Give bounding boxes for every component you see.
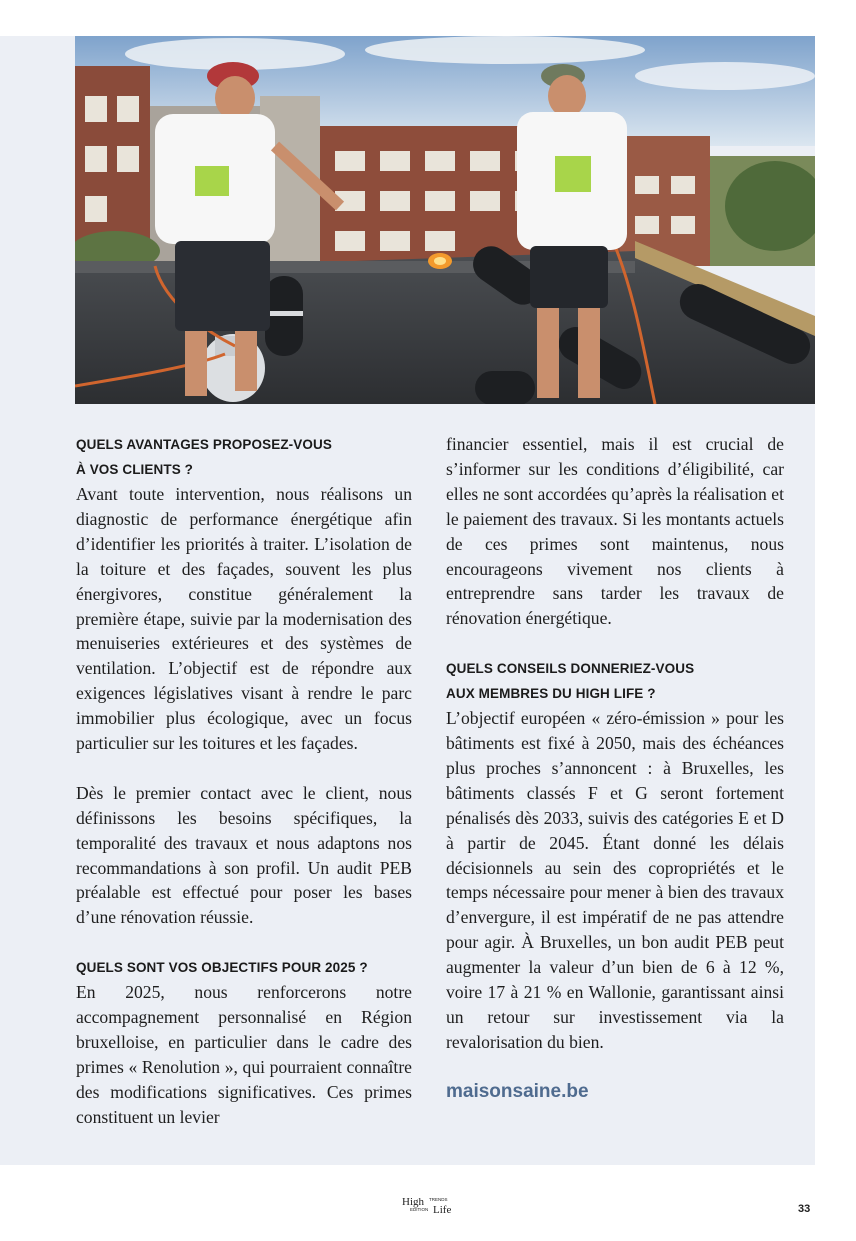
- answer-paragraph: Dès le premier contact avec le client, nous définissons les besoins spécifiques, la temporalité des travaux et nous adaptons nos recommandations à son profil. Un audit PEB préalable est effectué pour poser les bases d’une rénovation réussie.: [76, 782, 412, 928]
- logo-word-life: Life: [433, 1204, 452, 1216]
- answer-paragraph: En 2025, nous renforcerons notre accompagnement personnalisé en Région bruxelloise, en particulier dans le cadre des primes « Renolution », qui pourraient connaître des modifications significatives. Ces primes constituent un levier: [76, 982, 412, 1127]
- logo-small-trends: TRENDS: [429, 1197, 448, 1202]
- question-heading: À VOS CLIENTS ?: [76, 462, 194, 477]
- left-column: [76, 432, 412, 1130]
- question-heading: QUELS AVANTAGES PROPOSEZ-VOUS: [76, 437, 332, 452]
- logo-word-high: High: [402, 1196, 424, 1208]
- page-number: 33: [798, 1203, 811, 1215]
- right-column: [446, 432, 784, 1103]
- high-life-logo: [402, 1195, 462, 1217]
- answer-paragraph: financier essentiel, mais il est crucial de s’informer sur les conditions d’éligibilité, car elles ne sont accordées qu’après la réalisation et le paiement des travaux. Si les montants actuels de ces primes sont maintenus, nous encourageons vivement nos clients à entreprendre sans tarder les travaux de rénovation énergétique.: [446, 434, 784, 629]
- logo-small-edition: EDITION: [410, 1207, 429, 1212]
- question-heading: QUELS SONT VOS OBJECTIFS POUR 2025 ?: [76, 960, 368, 976]
- question-heading: QUELS CONSEILS DONNERIEZ-VOUS: [446, 661, 695, 677]
- website-link[interactable]: maisonsaine.be: [446, 1080, 589, 1102]
- rooftop-photo: [75, 36, 815, 404]
- question-heading: AUX MEMBRES DU HIGH LIFE ?: [446, 686, 656, 702]
- answer-paragraph: Avant toute intervention, nous réalisons un diagnostic de performance énergétique afin d’identifier les priorités à traiter. L’isolation de la toiture et des façades, souvent les plus énergivores, constitue généralement la première étape, suivie par la modernisation des menuiseries extérieures et des systèmes de ventilation. L’objectif est de répondre aux exigences législatives visant à rendre le parc immobilier plus écologique, avec un focus particulier sur les toitures et les façades.: [76, 484, 412, 754]
- answer-paragraph: L’objectif européen « zéro-émission » pour les bâtiments est fixé à 2050, mais des échéances plus proches s’annoncent : à Bruxelles, les bâtiments classés F et G seront fortement pénalisés dès 2033, suivis des catégories E et D à partir de 2045. Étant donné les délais décisionnels au sein des copropriétés et le temps nécessaire pour mener à bien des travaux d’envergure, il est impératif de ne pas attendre pour agir. À Bruxelles, un bon audit PEB peut augmenter la valeur d’un bien de 6 à 12 %, voire 17 à 21 % en Wallonie, garantissant ainsi un retour sur investissement via la revalorisation du bien.: [446, 708, 784, 1052]
